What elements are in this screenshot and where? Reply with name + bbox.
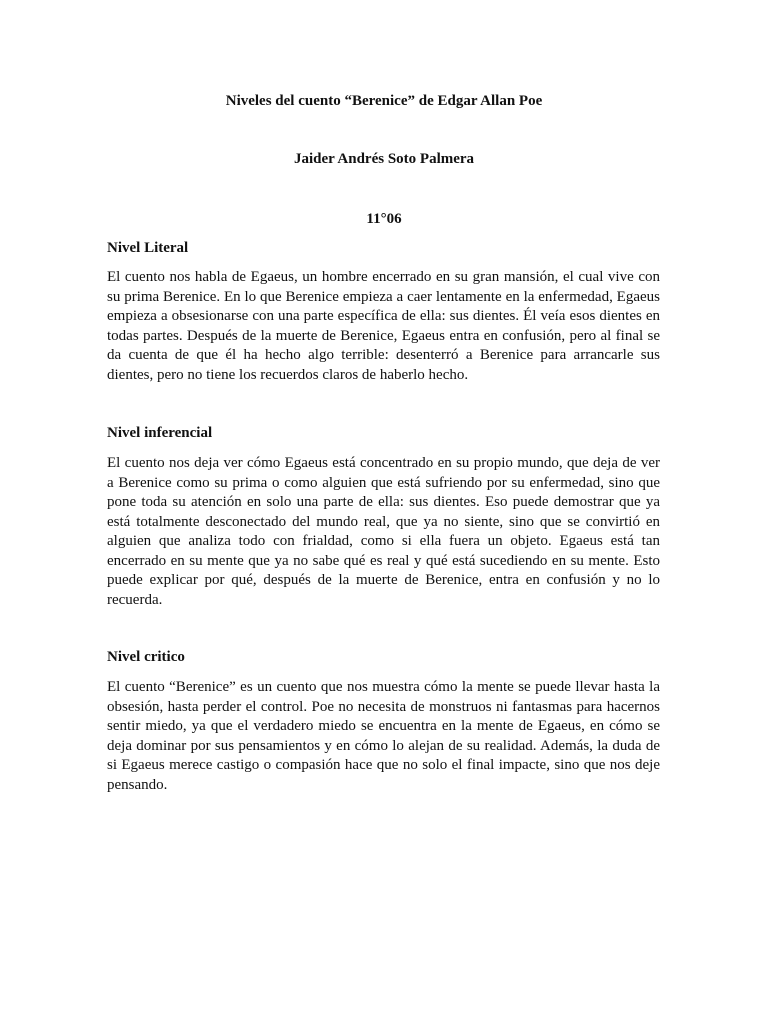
- section-paragraph-critico: El cuento “Berenice” es un cuento que nos muestra cómo la mente se puede llevar hasta la obsesión, hasta perder el control. Poe no necesita de monstruos ni fantasmas para hacernos sentir miedo, ya que el verdadero miedo se encuentra en la mente de Egaeus, en cómo se deja dominar por sus pensamientos y en cómo lo alejan de su realidad. Además, la duda de si Egaeus merece castigo o compasión hace que no solo el final impacte, sino que nos deje pensando.: [107, 679, 660, 793]
- grade-label: 11°06: [366, 211, 402, 227]
- section-heading-literal: Nivel Literal: [107, 240, 189, 256]
- author-name: Jaider Andrés Soto Palmera: [293, 151, 475, 167]
- section-heading-critico: Nivel critico: [107, 649, 185, 665]
- document-title: Niveles del cuento “Berenice” de Edgar Allan Poe: [225, 93, 543, 109]
- section-heading-inferencial: Nivel inferencial: [107, 425, 213, 441]
- section-paragraph-literal: El cuento nos habla de Egaeus, un hombre encerrado en su gran mansión, el cual vive con su prima Berenice. En lo que Berenice empieza a caer lentamente en la enfermedad, Egaeus empieza a obsesionarse con una parte específica de ella: sus dientes. Él veía esos dientes en todas partes. Después de la muerte de Berenice, Egaeus entra en confusión, pero al final se da cuenta de que él ha hecho algo terrible: desenterró a Berenice para arrancarle sus dientes, pero no tiene los recuerdos claros de haberlo hecho.: [107, 269, 660, 383]
- section-paragraph-inferencial: El cuento nos deja ver cómo Egaeus está concentrado en su propio mundo, que deja de ver a Berenice como su prima o como alguien que está sufriendo por su enfermedad, sino que pone toda su atención en solo una parte de ella: sus dientes. Eso puede demostrar que ya está totalmente desconectado del mundo real, que ya no siente, sino que se convirtió en alguien que analiza todo con frialdad, como si ella fuera un objeto. Egaeus está tan encerrado en su mente que ya no sabe qué es real y qué está sucediendo en su mente. Esto puede explicar por qué, después de la muerte de Berenice, entra en confusión y no lo recuerda.: [107, 455, 660, 608]
